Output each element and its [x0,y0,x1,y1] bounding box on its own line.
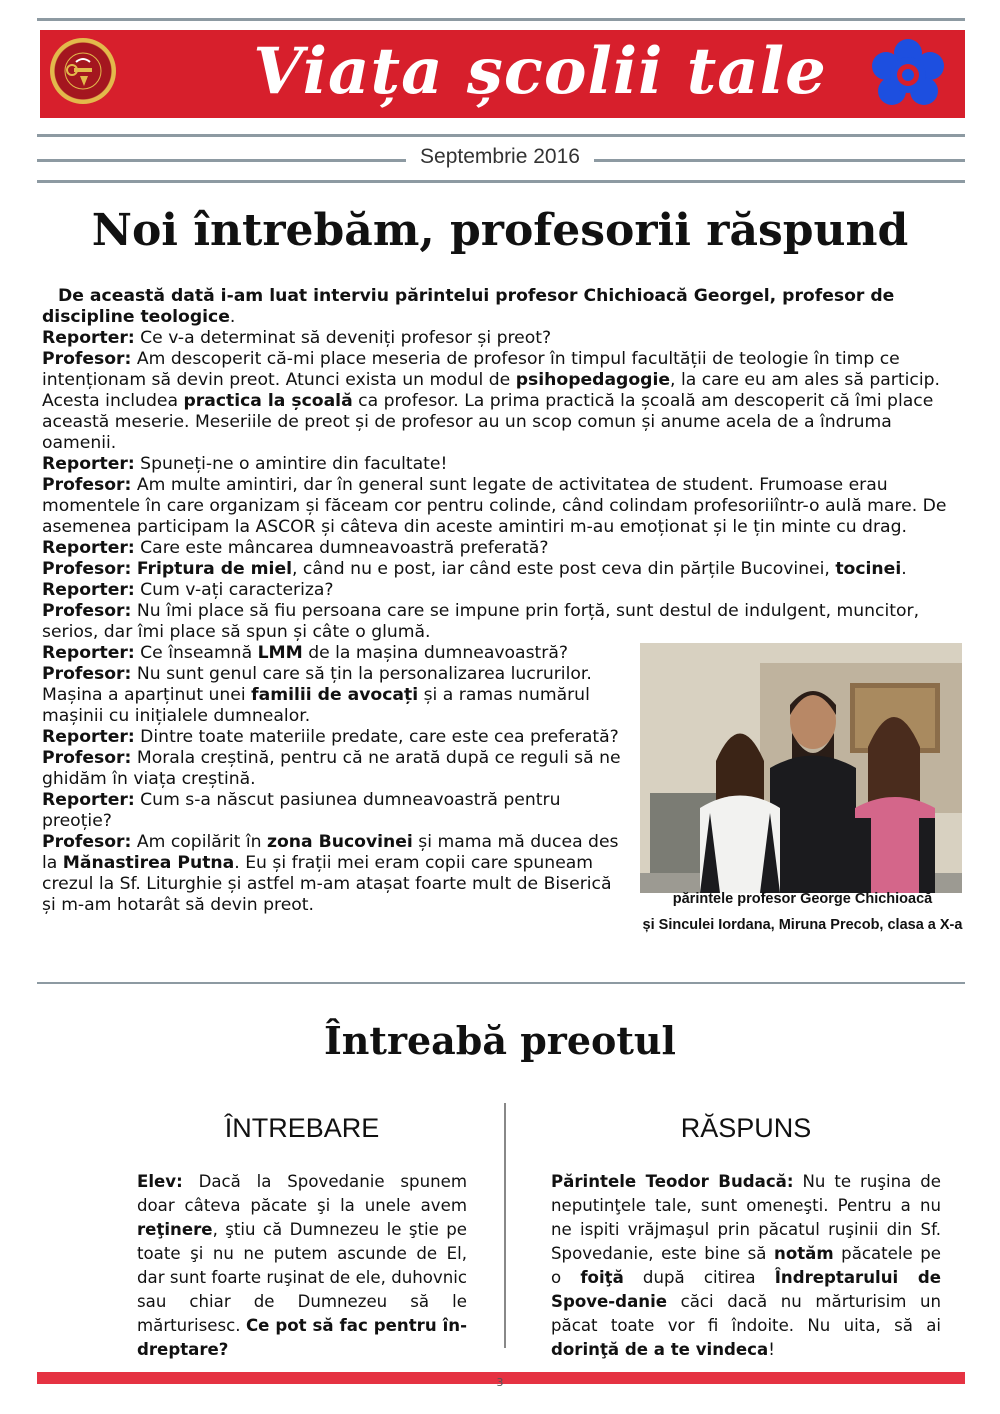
reporter-label: Reporter: [42,454,135,474]
body-text: păcatele pe o [551,1244,941,1287]
question-body [137,1170,467,1362]
answer-3 [42,559,962,580]
question-text: de la mașina dumneavoastră? [302,643,569,663]
question-2 [42,454,962,475]
issue-date-text: Septembrie 2016 [406,145,594,168]
answer-bold: Friptura de miel [136,559,292,579]
question-column [137,1113,467,1362]
body-bold: Îndreptarului de Spove-danie [551,1268,941,1311]
answer-bold: Mănastirea Putna [62,853,235,873]
answer-text: Morala creștină, pentru că ne arată după ce reguli să ne ghidăm în viața creștină. [42,748,621,789]
answer-2 [42,475,962,538]
answer-text: , la care eu am ales să particip. Acesta includea [42,370,940,411]
body-bold: dorinţă de a te vindeca [551,1340,769,1359]
answer-bold: practica la școală [183,391,353,411]
student-label: Elev: [137,1172,183,1191]
answer-text: Nu sunt genul care să țin la personalizarea lucrurilor. Mașina a aparținut unei [42,664,592,705]
question-text: Cum s-a născut pasiunea dumneavoastră pentru preoție? [42,790,561,831]
body-text: , ştiu că Dumnezeu le ştie pe toate şi nu ne putem ascunde de El, dar sunt foarte ruşinat de ele, duhovnic sau chiar de Dumnezeu să le mărturisesc. [137,1220,467,1335]
answer-4 [42,601,962,643]
answer-text: Am multe amintiri, dar în general sunt legate de activitatea de student. Frumoase erau momentele în care organizam și făceam cor pentru colinde, când colindam profesoriiîntr-o aulă mare. De asemenea participam la ASCOR și câteva din aceste amintiri m-au emoționat și le țin minte cu drag. [42,475,947,537]
answer-text: . [901,559,907,579]
body-text: după citirea [623,1268,775,1287]
reporter-label: Reporter: [42,580,135,600]
top-rule [37,18,965,21]
rule-upper-1 [37,134,965,137]
body-bold: reţinere [137,1220,213,1239]
intro-period: . [229,307,236,327]
reporter-label: Reporter: [42,643,135,663]
question-text: Dintre toate materiile predate, care este cea preferată? [140,727,619,747]
section-divider [37,982,965,984]
question-text: Spuneți-ne o amintire din facultate! [140,454,448,474]
question-text: Cum v-ați caracteriza? [140,580,334,600]
question-bold: LMM [257,643,303,663]
reporter-label: Reporter: [42,790,135,810]
answer-bold: tocinei [835,559,902,579]
body-text: căci dacă nu mărturisim un păcat toate vor fi îndoite. Nu uita, să ai [551,1292,941,1335]
answer-1 [42,349,962,454]
answer-text: Am descoperit că-mi place meseria de profesor în timpul facultății de teologie în timp ce intenționam să devin preot. Atunci exista un modul de [42,349,900,390]
intro-text: De această dată i-am luat interviu părintelui profesor Chichioacă Georgel, profesor de discipline teologice [42,286,895,327]
question-text: Ce v-a determinat să deveniți profesor și preot? [140,328,552,348]
page-number: 3 [496,1376,504,1389]
body-bold: Ce pot să fac pentru în-dreptare? [137,1316,467,1359]
profesor-label: Profesor: [42,832,132,852]
profesor-label: Profesor: [42,601,132,621]
reporter-label: Reporter: [42,727,135,747]
question-3 [42,538,962,559]
rule-upper-3 [37,180,965,183]
answer-text: ca profesor. La prima practică la școală am descoperit că îmi place această meserie. Meseriile de preot și de profesor au un scop comun și anume acela de a îndruma oamenii. [42,391,934,453]
profesor-label: Profesor: [42,559,132,579]
priest-label: Părintele Teodor Budacă: [551,1172,794,1191]
profesor-label: Profesor: [42,475,132,495]
school-logo [50,38,116,104]
answer-text: , când nu e post, iar când este post ceva din părțile Bucovinei, [292,559,836,579]
photo-caption-block [630,886,975,938]
question-heading: ÎNTREBARE [224,1113,380,1143]
question-4 [42,580,962,601]
caption-line-2: și Sinculei Iordana, Miruna Precob, clasa a X-a [642,917,963,933]
article-intro [42,286,962,328]
interview-photo [640,643,962,893]
section-title: Întreabă preotul [324,1018,676,1063]
profesor-label: Profesor: [42,748,132,768]
answer-heading: RĂSPUNS [680,1113,812,1143]
column-divider [504,1103,506,1348]
issue-date [0,145,1000,169]
answer-text: Am copilărit în [136,832,267,852]
answer-text: . Eu și frații mei eram copii care spuneam crezul la Sf. Liturghie și astfel m-am atașat foarte mult de Biserică și m-am hotarât să devin preot. [42,853,612,915]
body-text: Dacă la Spovedanie spunem doar câteva păcate şi la unele avem [137,1172,467,1215]
answer-text: Nu îmi place să fiu persoana care se impune prin forță, sunt destul de indulgent, muncitor, serios, dar îmi place să spun și câte o glumă. [42,601,920,642]
answer-column [551,1113,941,1362]
question-1 [42,328,962,349]
question-text: Ce înseamnă [140,643,258,663]
masthead-banner [40,30,965,118]
answer-bold: familii de avocați [251,685,419,705]
body-bold: notăm [774,1244,834,1263]
profesor-label: Profesor: [42,349,132,369]
body-bold: foiţă [580,1268,624,1287]
interview-body [42,286,962,916]
flower-icon [868,38,948,114]
answer-bold: zona Bucovinei [266,832,413,852]
question-text: Care este mâncarea dumneavoastră preferată? [140,538,549,558]
answer-bold: psihopedagogie [515,370,671,390]
answer-body [551,1170,941,1362]
body-text: Nu te ruşina de neputinţele tale, sunt omeneşti. Pentru a nu ne ispiti vrăjmaşul prin păcatul ruşinii din Sf. Spovedanie, este bine să [551,1172,941,1263]
article-title: Noi întrebăm, profesorii răspund [91,205,909,256]
answer-text: și mama mă ducea des la [42,832,619,873]
reporter-label: Reporter: [42,538,135,558]
newspaper-title: Viața școlii tale [253,34,827,109]
answer-text: și a ramas numărul mașinii cu inițialele dumnealor. [42,685,590,726]
body-text: ! [768,1340,775,1359]
caption-line-1: părintele profesor George Chichioacă [672,891,933,907]
reporter-label: Reporter: [42,328,135,348]
profesor-label: Profesor: [42,664,132,684]
